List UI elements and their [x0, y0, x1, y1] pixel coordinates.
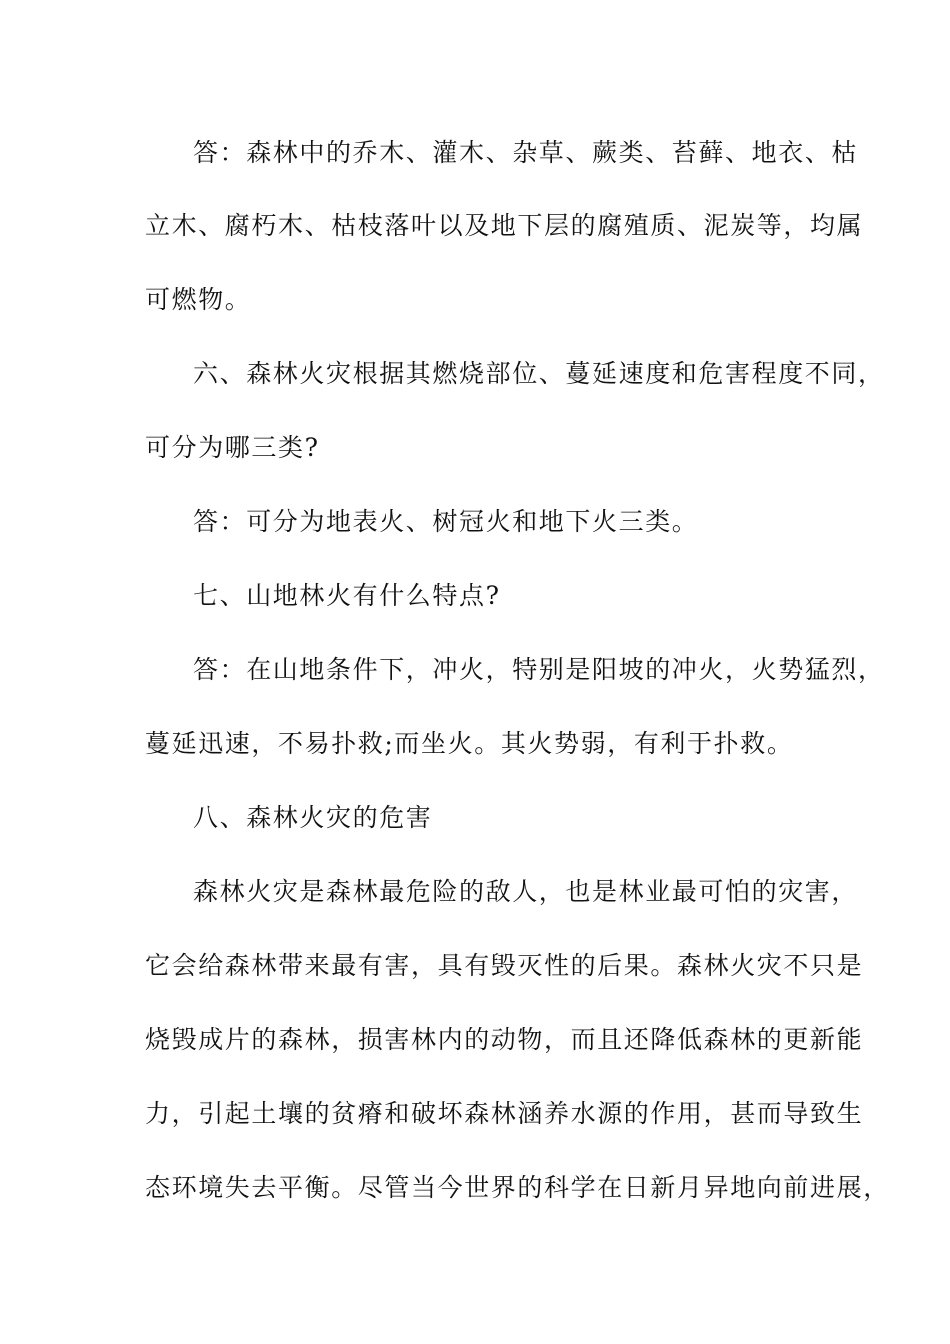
answer-5-line-2: 立木、腐朽木、枯枝落叶以及地下层的腐殖质、泥炭等，均属 — [145, 211, 864, 240]
section-8-paragraph-line-4: 力，引起土壤的贫瘠和破坏森林涵养水源的作用，甚而导致生 — [145, 1099, 864, 1128]
section-8-heading: 八、森林火灾的危害 — [193, 803, 433, 832]
section-8-paragraph-line-1: 森林火灾是森林最危险的敌人，也是林业最可怕的灾害， — [193, 877, 859, 906]
answer-7-line-1: 答：在山地条件下，冲火，特别是阳坡的冲火，火势猛烈， — [193, 655, 885, 684]
question-7: 七、山地林火有什么特点? — [193, 581, 501, 610]
answer-7-line-2: 蔓延迅速，不易扑救;而坐火。其火势弱，有利于扑救。 — [145, 729, 794, 758]
question-6-line-1: 六、森林火灾根据其燃烧部位、蔓延速度和危害程度不同， — [193, 359, 885, 388]
answer-6: 答：可分为地表火、树冠火和地下火三类。 — [193, 507, 699, 536]
answer-5-line-1: 答：森林中的乔木、灌木、杂草、蕨类、苔藓、地衣、枯 — [193, 138, 859, 167]
question-6-line-2: 可分为哪三类? — [145, 433, 320, 462]
section-8-paragraph-line-5: 态环境失去平衡。尽管当今世界的科学在日新月异地向前进展， — [145, 1173, 890, 1202]
section-8-paragraph-line-3: 烧毁成片的森林，损害林内的动物，而且还降低森林的更新能 — [145, 1025, 864, 1054]
section-8-paragraph-line-2: 它会给森林带来最有害，具有毁灭性的后果。森林火灾不只是 — [145, 951, 864, 980]
answer-5-line-3: 可燃物。 — [145, 285, 252, 314]
